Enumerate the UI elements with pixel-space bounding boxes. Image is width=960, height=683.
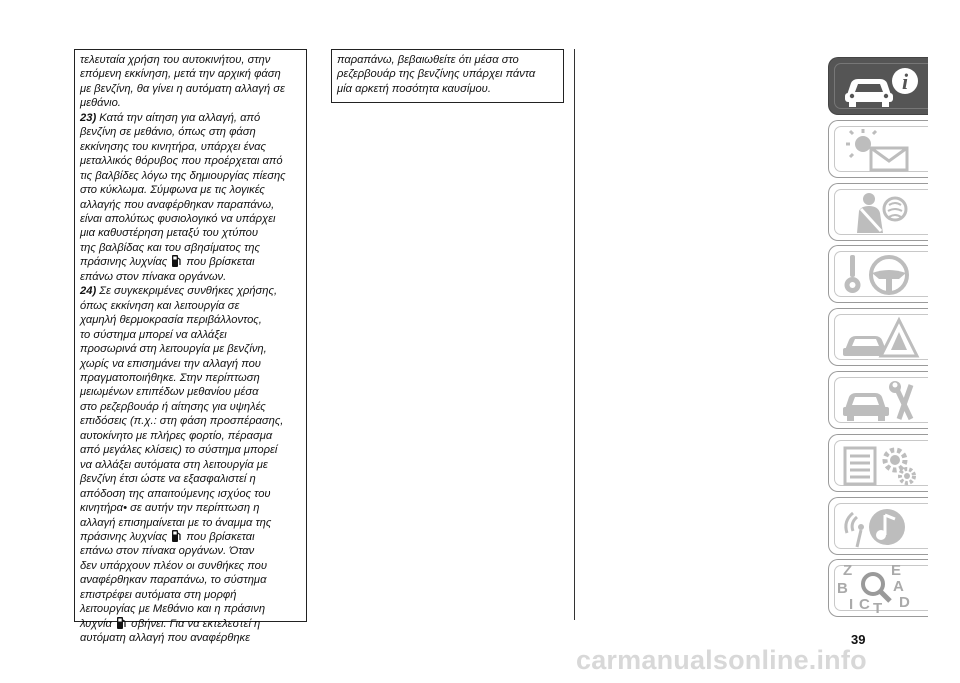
fuel-pump-icon [172, 530, 181, 542]
index-letter: I [849, 596, 854, 614]
fuel-pump-icon [117, 617, 126, 629]
specs-gears-icon [841, 442, 921, 486]
magnifier-icon [859, 570, 893, 604]
index-letter: T [873, 600, 883, 618]
tab-starting-driving[interactable] [828, 245, 928, 303]
multimedia-icon [841, 505, 921, 549]
car-info-icon [841, 65, 921, 109]
note-24-text: Σε συγκεκριμένες συνθήκες χρήσης, όπως εκκίνηση και λειτουργία σε χαμηλή θερμοκρασία περιβάλλοντος, το σύστημα μπορεί να αλλάξει προσωρινά στη λειτουργία με βενζίνη, χωρίς να επισημάνει την αλλαγή που πραγματοποιήθηκε. Στην περίπτωση μειωμένων επιπέδων μεθανίου μέσα στο ρεζερβουάρ ή αίτησης για υψηλές επιδόσεις (π.χ.: στη φάση προσπέρασης, αυτοκίνητο με πλήρες φορτίο, πέρασμα από μεγάλες κλίσεις) το σύστημα μπορεί να αλλάξει αυτόματα στη λειτουργία με βενζίνη έτσι ώστε να εξασφαλιστεί η απόδοση της απαιτούμενης ισχύος του κινητήρα• σε αυτήν την περίπτωση η αλλαγή επισημαίνεται με το άναμμα της πράσινης λυχνίας [80, 285, 284, 543]
text-column-middle [331, 49, 564, 103]
note-24-text-end: σβήνει. Για να εκτελεστεί η αυτόματη αλλαγή που αναφέρθηκε [80, 617, 261, 645]
steering-key-icon [841, 253, 921, 297]
fuel-pump-icon [172, 255, 181, 267]
index-letter: A [893, 578, 904, 596]
tab-safety[interactable] [828, 183, 928, 241]
index-letter: Z [843, 562, 853, 580]
seatbelt-airbag-icon [841, 191, 921, 235]
note-23-text-cont: που βρίσκεται επάνω στον πίνακα οργάνων. [80, 256, 255, 283]
note-24-text-cont: που βρίσκεται επάνω στον πίνακα οργάνων. Όταν δεν υπάρχουν πλέον οι συνθήκες που αναφέρθηκαν παραπάνω, το σύστημα επιστρέφει αυτόματα στη μορφή λειτουργίας με Μεθάνιο και η πράσινη λυχνία [80, 530, 267, 630]
svg-text:i: i [902, 69, 909, 94]
warning-lights-icon [841, 128, 921, 172]
paragraph-note-24 [80, 284, 302, 645]
tab-warning-lights[interactable] [828, 120, 928, 178]
paragraph-continued-2: παραπάνω, βεβαιωθείτε ότι μέσα στο ρεζερβουάρ της βενζίνης υπάρχει πάντα μία αρκετή ποσότητα καυσίμου. [337, 54, 536, 95]
tab-technical-data[interactable] [828, 434, 928, 492]
index-letter: B [837, 580, 848, 598]
paragraph-note-23 [80, 111, 302, 284]
index-letter: D [899, 594, 910, 612]
index-letter: E [891, 562, 902, 580]
road-warning-icon [841, 316, 921, 360]
tab-getting-to-know-car[interactable] [828, 57, 928, 115]
alphabetical-index-icon [835, 560, 929, 618]
text-column-left [74, 49, 307, 645]
tab-in-emergency[interactable] [828, 308, 928, 366]
index-letter: C [859, 596, 870, 614]
chapter-tabs [828, 57, 930, 622]
page-number: 39 [851, 632, 866, 647]
car-tools-icon [841, 379, 921, 423]
note-23-text: Κατά την αίτηση για αλλαγή, από βενζίνη σε μεθάνιο, όπως στη φάση εκκίνησης του κινητήρα, υπάρχει ένας μεταλλικός θόρυβος που προέρχεται από τις βαλβίδες λόγω της δημιουργίας πίεσης στο κύκλωμα. Σύμφωνα με τις λογικές αλλαγής που αναφέρθηκαν παραπάνω, είναι απολύτως φυσιολογικό να υπάρχει μια καθυστέρηση μεταξύ του χτύπου της βαλβίδας και του σβησίματος της πράσινης λυχνίας [80, 111, 286, 269]
note-number-23: 23) [80, 111, 97, 124]
column-divider [574, 49, 575, 620]
tab-multimedia[interactable] [828, 497, 928, 555]
tab-maintenance[interactable] [828, 371, 928, 429]
note-number-24: 24) [80, 285, 97, 298]
watermark: carmanualsonline.info [576, 645, 867, 675]
paragraph-continued: τελευταία χρήση του αυτοκινήτου, στην επόμενη εκκίνηση, μετά την αρχική φάση με βενζίνη, θα γίνει η αυτόματη αλλαγή σε μεθάνιο. [80, 54, 285, 110]
tab-index[interactable] [828, 559, 928, 617]
